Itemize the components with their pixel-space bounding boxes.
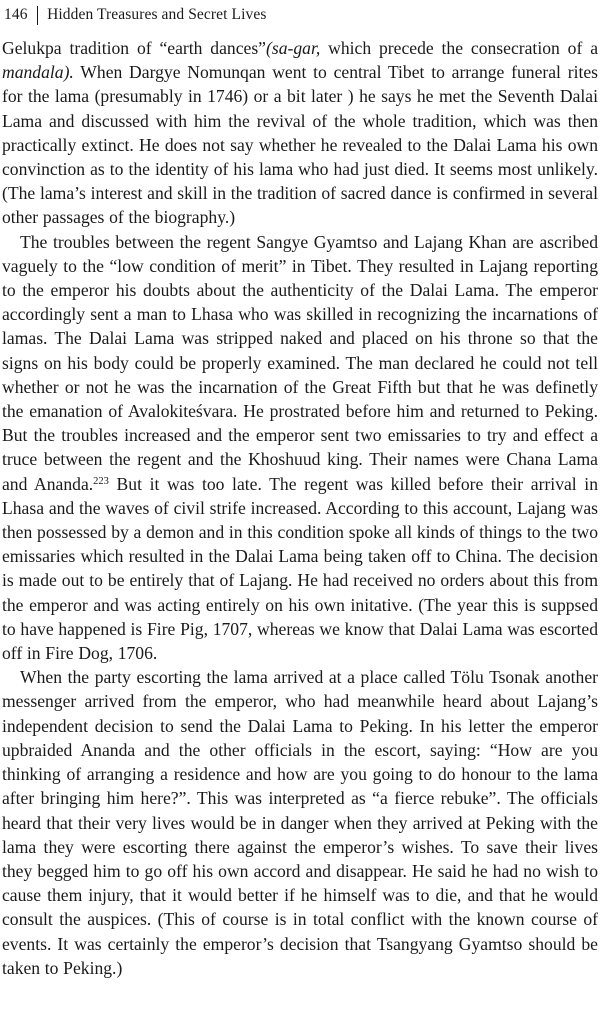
header-divider — [37, 6, 39, 25]
footnote-marker: 223 — [93, 475, 109, 487]
paragraph-1-italic-a: (sa-gar, — [266, 38, 321, 58]
paragraph-3 — [2, 665, 598, 980]
paragraph-1-italic-b: mandala). — [2, 62, 74, 83]
page-number: 146 — [4, 6, 28, 23]
paragraph-2-text-b: But it was too late. The regent was killed before their arrival in Lhasa and the waves of civil strife increased. According to this account, Lajang was then possessed by a demon and in this condition spoke all kinds of things to the two emissaries which resulted in the Dalai Lama being taken off to China. The decision is made out to be entirely that of Lajang. He had received no orders about this from the emperor and was acting entirely on his own initative. (The year this is suppsed to have happened is Fire Pig, 1707, whereas we know that Dalai Lama was escorted off in Fire Dog, 1706. — [2, 473, 598, 664]
paragraph-1-text-a: Gelukpa tradition of “earth dances” — [2, 38, 266, 58]
paragraph-1-text-c: When Dargye Nomunqan went to central Tibet to arrange funeral rites for the lama (presumably in 1746) or a bit later ) he says he met the Seventh Dalai Lama and discussed with him the revival of the whole tradition, which was then practically extinct. He does not say whether he revealed to the Dalai Lama his own convinction as to the identity of his lama who had just died. It seems most unlikely. (The lama’s interest and skill in the tradition of sacred dance is confirmed in several other passages of the biography.) — [2, 62, 598, 228]
paragraph-1-text-b: which precede the consecration of a — [320, 38, 599, 58]
paragraph-2-text-a: The troubles between the regent Sangye Gyamtso and Lajang Khan are ascribed vaguely to the “low condition of merit” in Tibet. They resulted in Lajang reporting to the emperor his doubts about the authenticity of the Dalai Lama. The emperor accordingly sent a man to Lhasa who was skilled in recognizing the incarnations of lamas. The Dalai Lama was stripped naked and placed on his throne so that the signs on his body could be properly examined. The man declared he could not tell whether or not he was the incarnation of the Great Fifth but that he was definetly the emanation of Avalokiteśvara. He prostrated before him and returned to Peking. But the troubles increased and the emperor sent two emissaries to try and effect a truce between the regent and the Khoshuud king. Their names were Chana Lama and Ananda. — [2, 231, 598, 494]
paragraph-1 — [2, 36, 598, 230]
paragraph-3-text: When the party escorting the lama arrived at a place called Tölu Tsonak another messenger arrived from the emperor, who had meanwhile heard about Lajang’s independent decision to send the Dalai Lama to Peking. In his letter the emperor upbraided Ananda and the other officials in the escort, saying: “How are you thinking of arranging a residence and how are you going to do honour to the lama after bringing him here?”. This was interpreted as “a fierce rebuke”. The officials heard that their very lives would be in danger when they arrived at Peking with the lama they were escorting there against the emperor’s wishes. To save their lives they begged him to go off his own accord and disappear. He said he had no wish to cause them injury, that it would better if he himself was to die, and that he would consult the auspices. (This of course is in total conflict with the known course of events. It was certainly the emperor’s decision that Tsangyang Gyamtso should be taken to Peking.) — [2, 667, 598, 978]
paragraph-2 — [2, 230, 598, 666]
running-header — [2, 0, 598, 30]
book-title: Hidden Treasures and Secret Lives — [47, 6, 267, 23]
body-text — [2, 36, 598, 980]
